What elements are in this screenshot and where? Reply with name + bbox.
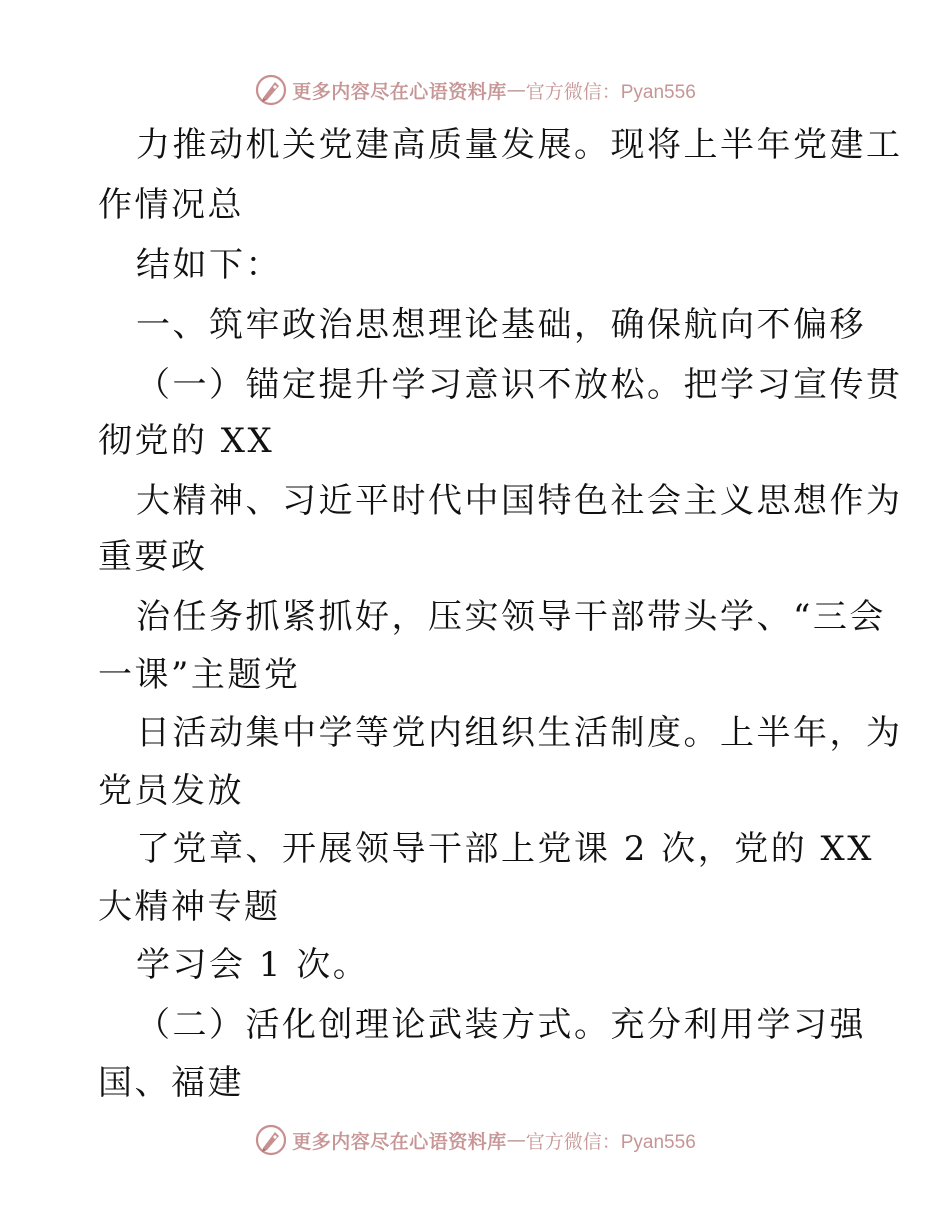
paragraph-line: 日活动集中学等党内组织生活制度。上半年，为 <box>136 713 903 753</box>
paragraph-line: 党员发放 <box>98 771 244 811</box>
paragraph-line: 了党章、开展领导干部上党课 2 次，党的 XX <box>136 829 874 869</box>
watermark-contact-text: 官方微信：Pyan556 <box>525 1131 696 1153</box>
header-watermark-banner <box>0 70 950 110</box>
paragraph-line: 国、福建 <box>98 1063 244 1103</box>
section-heading: 一、筑牢政治思想理论基础，确保航向不偏移 <box>136 305 866 345</box>
paragraph-line: 结如下： <box>136 245 282 285</box>
watermark-contact-text: 官方微信：Pyan556 <box>525 81 696 103</box>
paragraph-line: 学习会 1 次。 <box>136 945 370 985</box>
pen-nib-logo-icon <box>254 73 288 107</box>
paragraph-line: 治任务抓紧抓好，压实领导干部带头学、“三会 <box>136 597 886 637</box>
paragraph-line: 重要政 <box>98 537 208 577</box>
paragraph-line: （一）锚定提升学习意识不放松。把学习宣传贯 <box>136 365 903 405</box>
watermark-separator: — <box>506 1129 526 1151</box>
watermark-separator: — <box>506 79 526 101</box>
paragraph-line: 大精神、习近平时代中国特色社会主义思想作为 <box>136 481 903 521</box>
paragraph-line: 一课”主题党 <box>98 655 301 695</box>
pen-nib-logo-icon <box>254 1123 288 1157</box>
paragraph-line: 力推动机关党建高质量发展。现将上半年党建工 <box>136 125 903 165</box>
paragraph-line: 彻党的 XX <box>98 421 275 461</box>
watermark-main-text: 更多内容尽在心语资料库 <box>292 1130 507 1153</box>
footer-watermark-banner <box>0 1120 950 1160</box>
paragraph-line: （二）活化创理论武装方式。充分利用学习强 <box>136 1005 866 1045</box>
watermark-main-text: 更多内容尽在心语资料库 <box>292 80 507 103</box>
paragraph-line: 作情况总 <box>98 185 244 225</box>
paragraph-line: 大精神专题 <box>98 887 281 927</box>
